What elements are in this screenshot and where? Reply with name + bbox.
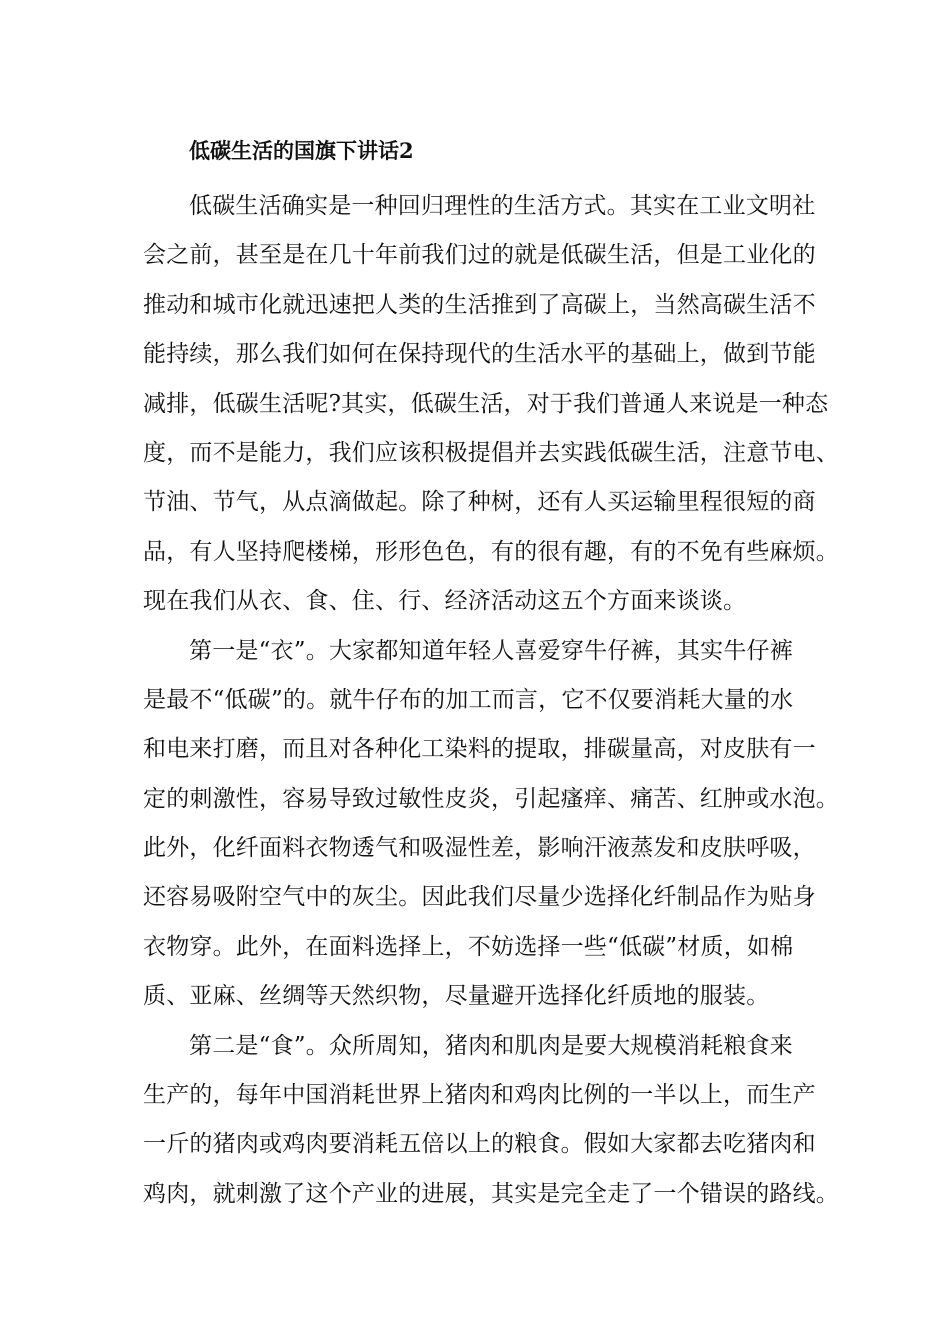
text-line: 生产的，每年中国消耗世界上猪肉和鸡肉比例的一半以上，而生产 [143, 1082, 816, 1109]
text-line: 还容易吸附空气中的灰尘。因此我们尽量少选择化纤制品作为贴身 [143, 884, 816, 911]
text-line: 鸡肉，就刺激了这个产业的进展，其实是完全走了一个错误的路线。 [143, 1180, 839, 1207]
text-line: 第二是“食”。众所周知，猪肉和肌肉是要大规模消耗粮食来 [189, 1032, 793, 1059]
paragraph-2 [143, 627, 839, 1022]
paragraph-1 [143, 182, 839, 627]
text-line: 减排，低碳生活呢?其实，低碳生活，对于我们普通人来说是一种态 [143, 390, 829, 417]
text-line: 低碳生活确实是一种回归理性的生活方式。其实在工业文明社 [189, 193, 816, 219]
text-line: 和电来打磨，而且对各种化工染料的提取，排碳量高，对皮肤有一 [143, 736, 816, 763]
document-body [143, 133, 839, 1219]
text-line: 质、亚麻、丝绸等天然织物，尽量避开选择化纤质地的服装。 [143, 983, 770, 1010]
document-title: 低碳生活的国旗下讲话2 [189, 138, 414, 163]
text-line: 度，而不是能力，我们应该积极提倡并去实践低碳生活，注意节电、 [143, 439, 839, 466]
text-line: 衣物穿。此外，在面料选择上，不妨选择一些“低碳”材质，如棉 [143, 933, 794, 960]
text-line: 推动和城市化就迅速把人类的生活推到了高碳上，当然高碳生活不 [143, 291, 816, 318]
text-line: 一斤的猪肉或鸡肉要消耗五倍以上的粮食。假如大家都去吃猪肉和 [143, 1131, 816, 1158]
text-line: 定的刺激性，容易导致过敏性皮炎，引起瘙痒、痛苦、红肿或水泡。 [143, 785, 839, 812]
text-line: 会之前，甚至是在几十年前我们过的就是低碳生活，但是工业化的 [143, 242, 816, 269]
text-line: 品，有人坚持爬楼梯，形形色色，有的很有趣，有的不免有些麻烦。 [143, 538, 839, 565]
text-line: 是最不“低碳”的。就牛仔布的加工而言，它不仅要消耗大量的水 [143, 686, 794, 713]
text-line: 现在我们从衣、食、住、行、经济活动这五个方面来谈谈。 [143, 588, 747, 615]
text-line: 此外，化纤面料衣物透气和吸湿性差，影响汗液蒸发和皮肤呼吸， [143, 835, 816, 862]
text-line: 节油、节气，从点滴做起。除了种树，还有人买运输里程很短的商 [143, 489, 816, 516]
text-line: 第一是“衣”。大家都知道年轻人喜爱穿牛仔裤，其实牛仔裤 [189, 637, 793, 664]
paragraph-3 [143, 1022, 839, 1220]
text-line: 能持续，那么我们如何在保持现代的生活水平的基础上，做到节能 [143, 341, 816, 368]
